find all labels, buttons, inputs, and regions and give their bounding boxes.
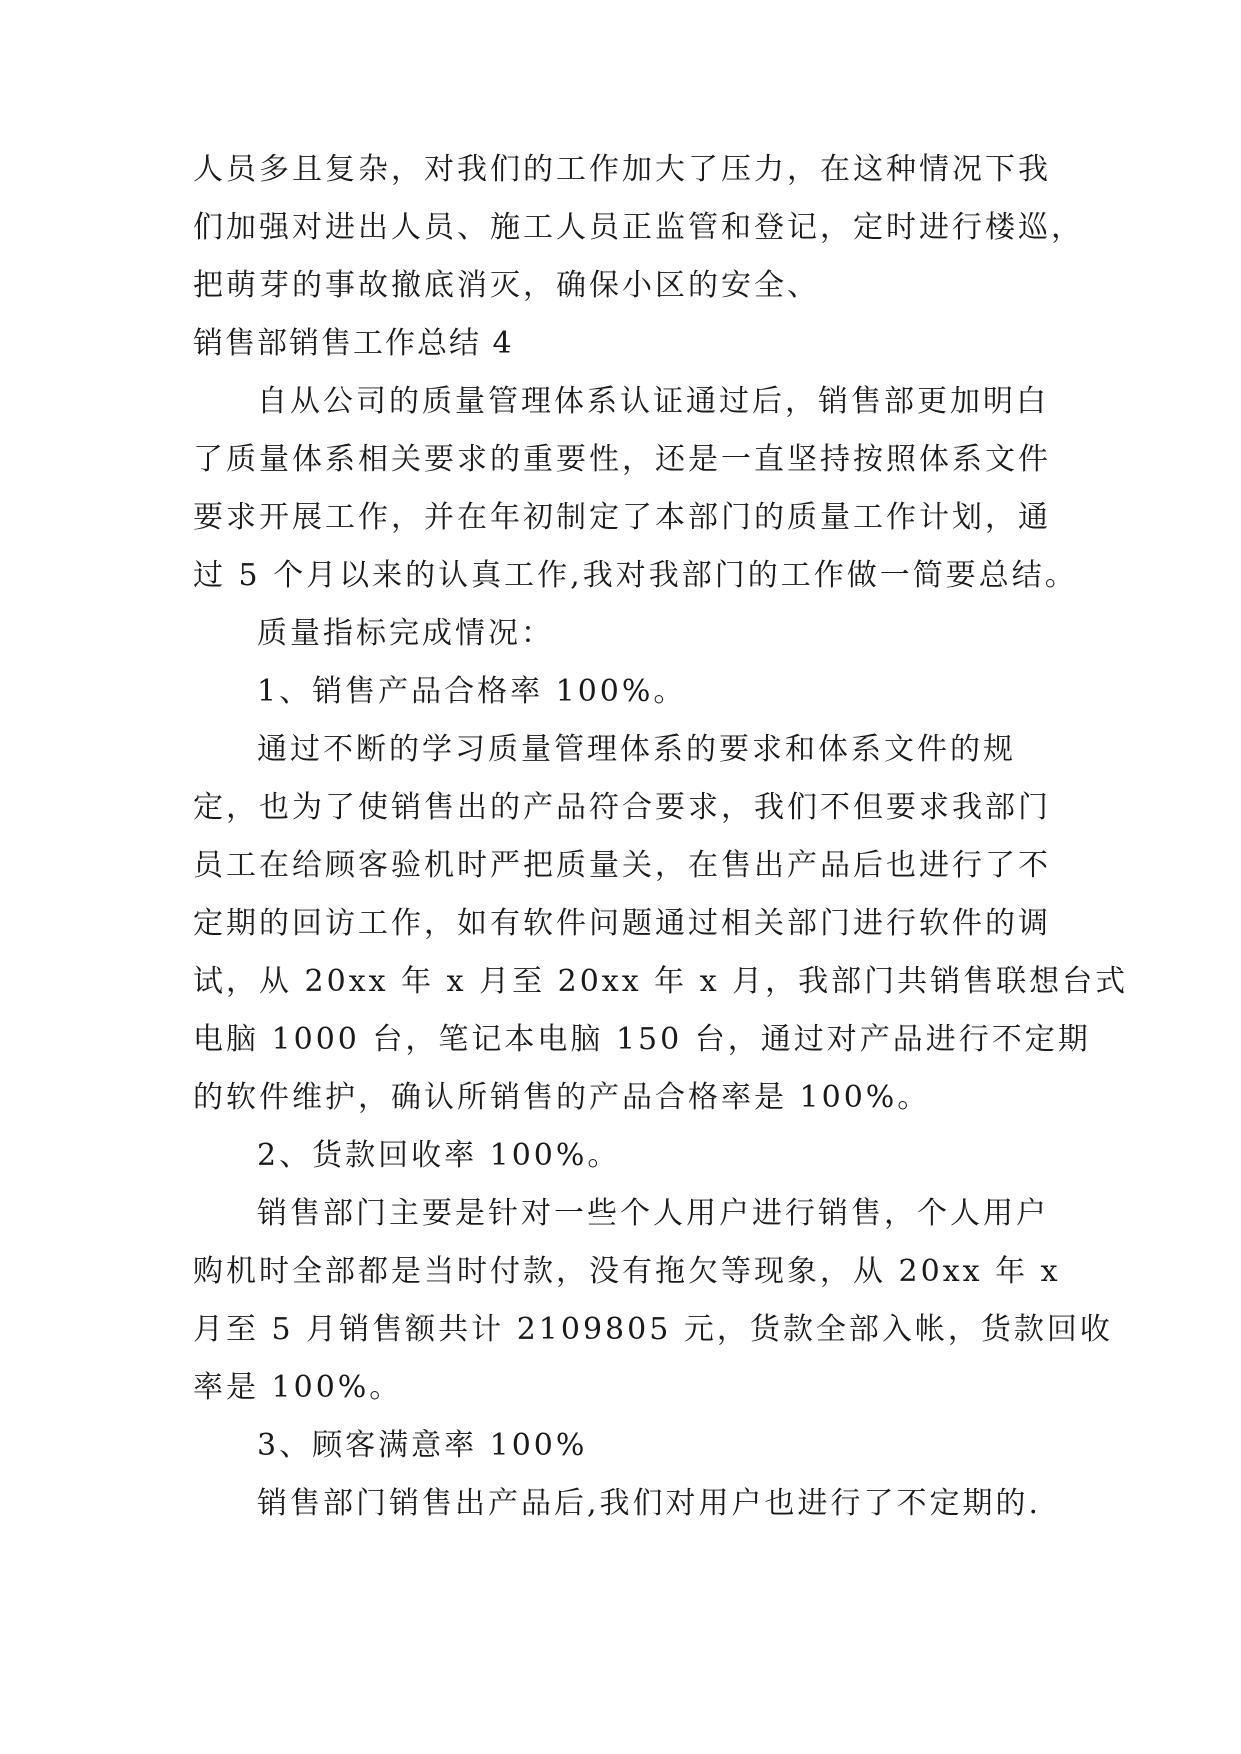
text-line: 们加强对进出人员、施工人员正监管和登记，定时进行楼巡， bbox=[193, 210, 1084, 245]
text-line: 的软件维护，确认所销售的产品合格率是 100%。 bbox=[193, 1080, 931, 1115]
text-line: 过 5 个月以来的认真工作,我对我部门的工作做一简要总结。 bbox=[193, 558, 1078, 593]
text-line: 把萌芽的事故撤底消灭，确保小区的安全、 bbox=[193, 268, 820, 303]
list-item-heading: 3、顾客满意率 100% bbox=[257, 1428, 588, 1463]
text-line: 购机时全部都是当时付款，没有拖欠等现象，从 20xx 年 x bbox=[193, 1254, 1061, 1289]
text-line: 销售部门主要是针对一些个人用户进行销售，个人用户 bbox=[257, 1196, 1049, 1231]
text-line: 定期的回访工作，如有软件问题通过相关部门进行软件的调 bbox=[193, 906, 1051, 941]
text-line: 销售部门销售出产品后,我们对用户也进行了不定期的. bbox=[257, 1486, 1042, 1521]
text-line: 通过不断的学习质量管理体系的要求和体系文件的规 bbox=[257, 732, 1016, 767]
text-line: 率是 100%。 bbox=[193, 1370, 403, 1405]
text-line: 人员多且复杂，对我们的工作加大了压力，在这种情况下我 bbox=[193, 152, 1051, 187]
text-line: 了质量体系相关要求的重要性，还是一直坚持按照体系文件 bbox=[193, 442, 1051, 477]
list-item-heading: 2、货款回收率 100%。 bbox=[257, 1138, 621, 1173]
section-heading: 销售部销售工作总结 4 bbox=[193, 326, 514, 361]
text-line: 员工在给顾客验机时严把质量关，在售出产品后也进行了不 bbox=[193, 848, 1051, 883]
text-line: 自从公司的质量管理体系认证通过后，销售部更加明白 bbox=[257, 384, 1049, 419]
subheading: 质量指标完成情况： bbox=[257, 616, 554, 651]
text-line: 定，也为了使销售出的产品符合要求，我们不但要求我部门 bbox=[193, 790, 1051, 825]
list-item-heading: 1、销售产品合格率 100%。 bbox=[257, 674, 687, 709]
text-line: 试，从 20xx 年 x 月至 20xx 年 x 月，我部门共销售联想台式 bbox=[193, 964, 1129, 999]
text-line: 月至 5 月销售额共计 2109805 元，货款全部入帐，货款回收 bbox=[193, 1312, 1113, 1347]
text-line: 要求开展工作，并在年初制定了本部门的质量工作计划，通 bbox=[193, 500, 1051, 535]
text-line: 电脑 1000 台，笔记本电脑 150 台，通过对产品进行不定期 bbox=[193, 1022, 1091, 1057]
